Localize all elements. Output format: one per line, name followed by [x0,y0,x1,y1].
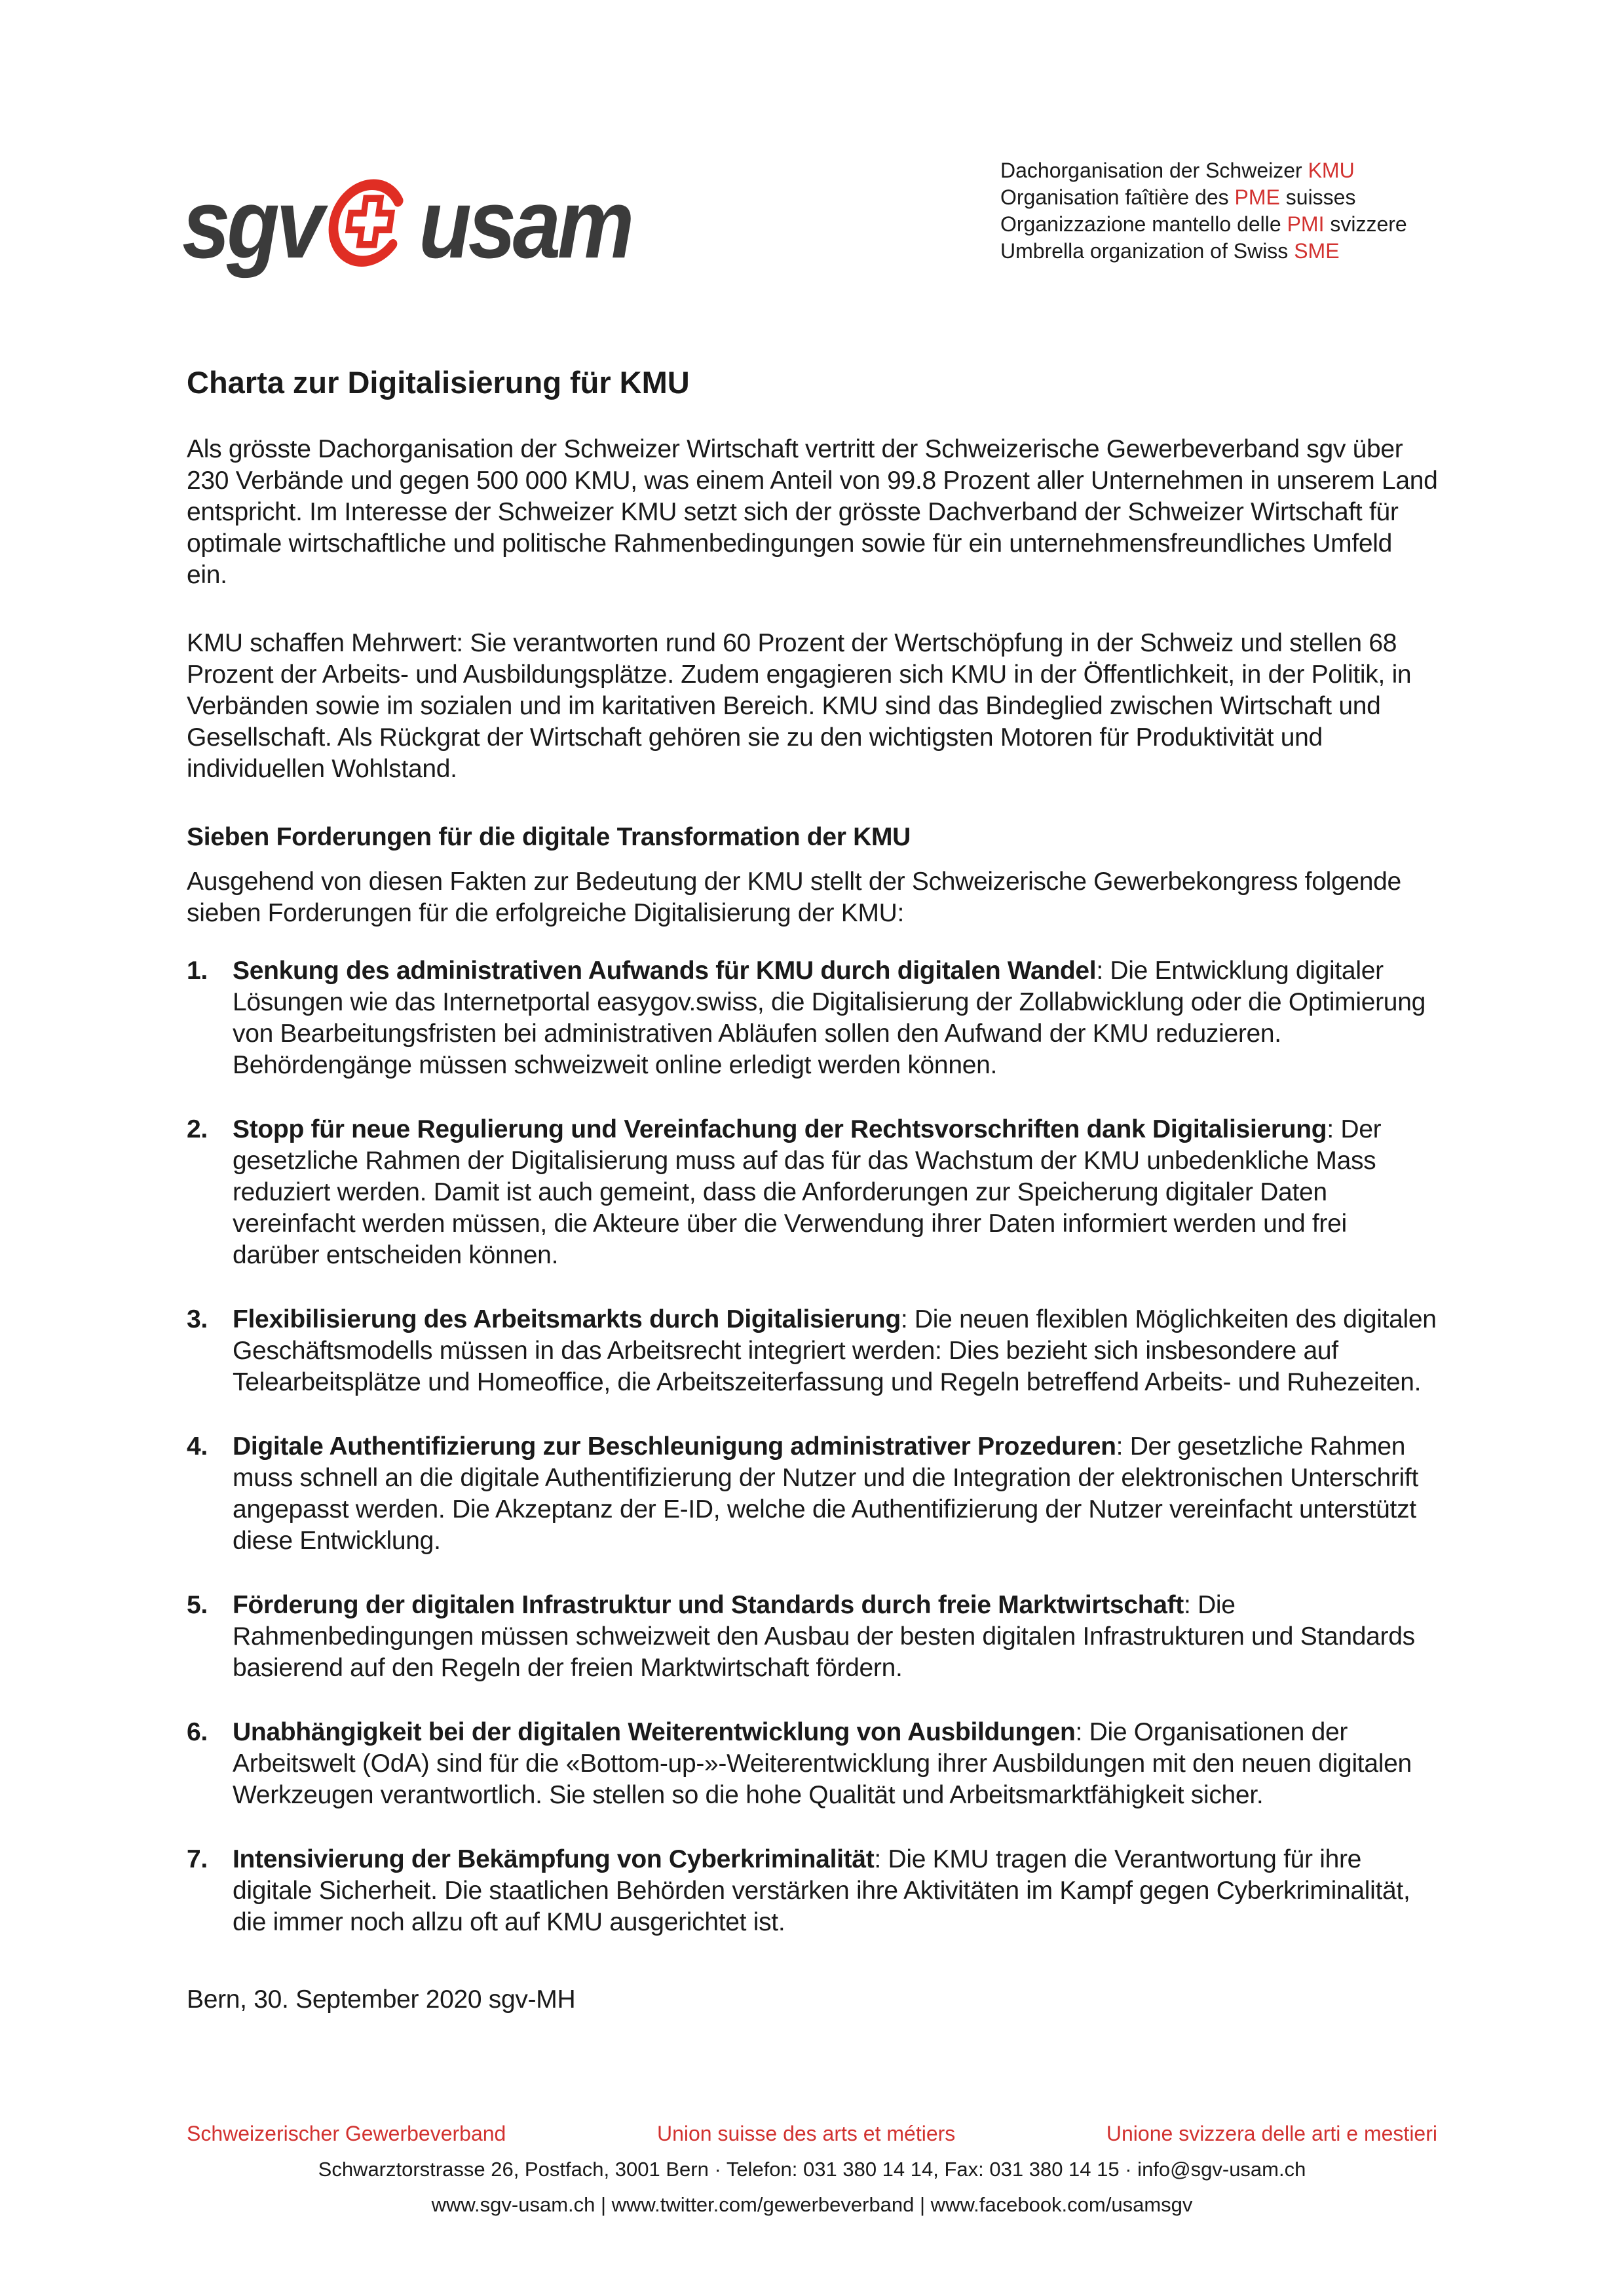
org-line-de [1000,157,1407,184]
org-line-text: svizzere [1324,212,1407,236]
item-number: 6. [187,1718,208,1746]
org-line-it [1000,211,1407,238]
list-item-demand-4 [187,1431,1438,1557]
item-body: : Der gesetzliche Rahmen der Digitalisierung muss auf das für das Wachstum der KMU unbedenkliche Mass reduziert werden. Damit ist auch gemeint, dass die Anforderungen zur Speicherung digitaler Daten vereinfacht werden müssen, die Akteure über die Verwendung ihrer Daten informiert werden und frei darüber entscheiden können. [233,1115,1382,1269]
sgv-usam-logo [182,168,631,278]
page-title: Charta zur Digitalisierung für KMU [187,365,690,400]
list-item-demand-7 [187,1844,1438,1938]
page-footer [187,2120,1437,2218]
item-body: : Die KMU tragen die Verantwortung für ihre digitale Sicherheit. Die staatlichen Behörden verstärken ihre Aktivitäten im Kampf gegen Cyberkriminalität, die immer noch allzu oft auf KMU ausgerichtet ist. [233,1845,1410,1936]
item-title: Flexibilisierung des Arbeitsmarkts durch Digitalisierung [233,1305,901,1333]
org-line-text: suisses [1279,185,1356,209]
item-number: 7. [187,1845,208,1873]
list-item-demand-2 [187,1114,1438,1271]
paragraph-about-sgv: Als grösste Dachorganisation der Schweizer Wirtschaft vertritt der Schweizerische Gewerbeverband sgv über 230 Verbände und gegen 500 000 KMU, was einem Anteil von 99.8 Prozent aller Unternehmen in unserem Land entspricht. Im Interesse der Schweizer KMU setzt sich der grösste Dachverband der Schweizer Wirtschaft für optimale wirtschaftliche und politische Rahmenbedingungen sowie für ein unternehmensfreundliches Umfeld ein. [187,435,1438,589]
org-line-abbr: SME [1294,239,1340,263]
org-line-abbr: PME [1234,185,1280,209]
list-item-demand-3 [187,1304,1438,1398]
item-body: : Die Entwicklung digitaler Lösungen wie das Internetportal easygov.swiss, die Digitalisierung der Zollabwicklung oder die Optimierung von Bearbeitungsfristen bei administrativen Abläufen sollen den Aufwand der KMU reduzieren. Behördengänge müssen schweizweit online erledigt werden können. [233,957,1426,1079]
item-number: 3. [187,1305,208,1333]
demands-list [187,955,1438,1938]
org-line-text: Umbrella organization of Swiss [1000,239,1294,263]
org-line-abbr: PMI [1287,212,1325,236]
item-body: : Der gesetzliche Rahmen muss schnell an die digitale Authentifizierung der Nutzer und die Integration der elektronischen Unterschrift angepasst werden. Die Akzeptanz der E-ID, welche die Authentifizierung der Nutzer vereinfacht unterstützt diese Entwicklung. [233,1432,1418,1555]
list-item-demand-1 [187,955,1438,1081]
item-title: Stopp für neue Regulierung und Vereinfachung der Rechtsvorschriften dank Digitalisierung [233,1115,1327,1143]
footer-org-it: Unione svizzera delle arti e mestieri [1106,2122,1437,2145]
item-number: 1. [187,957,208,985]
logo-text-sgv: sgv [182,168,321,278]
org-line-fr [1000,184,1407,211]
list-item-demand-6 [187,1717,1438,1811]
item-title: Digitale Authentifizierung zur Beschleunigung administrativer Prozeduren [233,1432,1116,1461]
date-line: Bern, 30. September 2020 sgv-MH [187,1985,576,2014]
org-line-text: Dachorganisation der Schweizer [1000,159,1308,182]
item-title: Intensivierung der Bekämpfung von Cyberkriminalität [233,1845,875,1873]
swiss-cross-ring-icon [326,172,413,275]
org-line-text: Organizzazione mantello delle [1000,212,1287,236]
footer-org-row [187,2120,1437,2147]
paragraph-kmu-value: KMU schaffen Mehrwert: Sie verantworten rund 60 Prozent der Wertschöpfung in der Schweiz und stellen 68 Prozent der Arbeits- und Ausbildungsplätze. Zudem engagieren sich KMU in der Öffentlichkeit, in der Politik, in Verbänden sowie im sozialen und im karitativen Bereich. KMU sind das Bindeglied zwischen Wirtschaft und Gesellschaft. Als Rückgrat der Wirtschaft gehören sie zu den wichtigsten Motoren für Produktivität und individuellen Wohlstand. [187,629,1412,783]
item-body: : Die Organisationen der Arbeitswelt (OdA) sind für die «Bottom-up-»-Weiterentwicklung ihrer Ausbildungen mit den neuen digitalen Werkzeugen verantwortlich. Sie stellen so die hohe Qualität und Arbeitsmarktfähigkeit sicher. [233,1718,1412,1809]
item-title: Senkung des administrativen Aufwands für KMU durch digitalen Wandel [233,957,1097,985]
section-intro: Ausgehend von diesen Fakten zur Bedeutung der KMU stellt der Schweizerische Gewerbekongress folgende sieben Forderungen für die erfolgreiche Digitalisierung der KMU: [187,868,1401,927]
item-title: Unabhängigkeit bei der digitalen Weiterentwicklung von Ausbildungen [233,1718,1076,1746]
list-item-demand-5 [187,1590,1438,1684]
org-line-abbr: KMU [1308,159,1355,182]
footer-web-line: www.sgv-usam.ch | www.twitter.com/gewerbeverband | www.facebook.com/usamsgv [431,2193,1193,2216]
item-title: Förderung der digitalen Infrastruktur und Standards durch freie Marktwirtschaft [233,1591,1184,1619]
umbrella-org-lines [1000,157,1407,265]
item-number: 2. [187,1115,208,1143]
org-line-en [1000,238,1407,265]
footer-address-line: Schwarztorstrasse 26, Postfach, 3001 Bern · Telefon: 031 380 14 14, Fax: 031 380 14 15 · info@sgv-usam.ch [318,2158,1306,2181]
section-heading: Sieben Forderungen für die digitale Transformation der KMU [187,823,911,851]
item-number: 4. [187,1432,208,1461]
footer-org-de: Schweizerischer Gewerbeverband [187,2122,506,2145]
org-line-text: Organisation faîtière des [1000,185,1235,209]
item-body: : Die Rahmenbedingungen müssen schweizweit den Ausbau der besten digitalen Infrastrukturen und Standards basierend auf den Regeln der freien Marktwirtschaft fördern. [233,1591,1415,1682]
footer-org-fr: Union suisse des arts et métiers [656,2122,956,2145]
document-body [187,364,1438,2016]
item-body: : Die neuen flexiblen Möglichkeiten des digitalen Geschäftsmodells müssen in das Arbeitsrecht integriert werden: Dies bezieht sich insbesondere auf Telearbeitsplätze und Homeoffice, die Arbeitszeiterfassung und Regeln betreffend Arbeits- und Ruhezeiten. [233,1305,1437,1396]
logo-text-usam: usam [419,168,631,278]
item-number: 5. [187,1591,208,1619]
